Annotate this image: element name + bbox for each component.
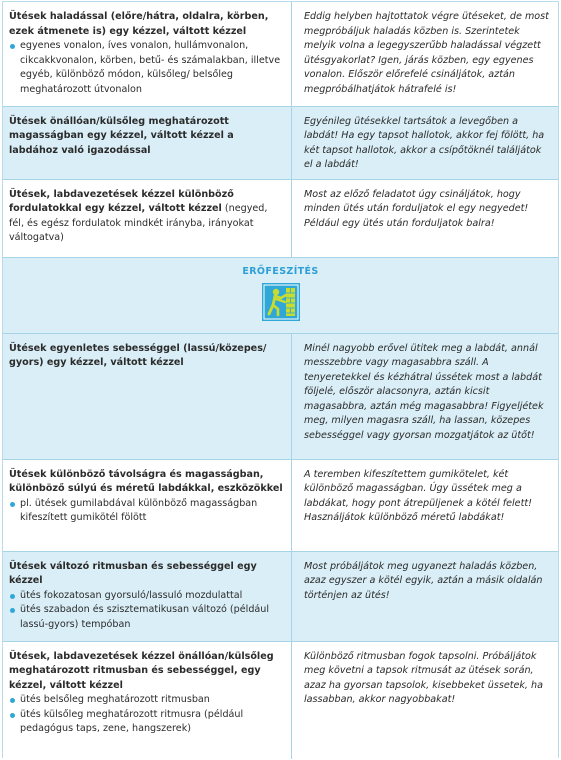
- table-row: [3, 551, 558, 641]
- exercise-title: Ütések önállóan/külsőleg meghatározott magasságban egy kézzel, váltott kézzel a labdához való igazodással: [9, 115, 234, 156]
- bullet-item: ütés fokozatosan gyorsuló/lassuló mozdulattal: [9, 589, 285, 604]
- exercise-cell: [3, 641, 292, 759]
- bullet-item: ütés belsőleg meghatározott ritmusban: [9, 693, 285, 708]
- exercise-title: Ütések haladással (előre/hátra, oldalra, körben, ezek átmenete is) egy kézzel, váltott kézzel: [9, 11, 269, 37]
- exercise-title: Ütések, labdavezetések kézzel különböző fordulatokkal egy kézzel, váltott kézzel: [9, 188, 234, 214]
- instruction-cell: Minél nagyobb erővel ütitek meg a labdát, annál messzebbre vagy magasabbra száll. A tenyeretekkel és kézhátral ússétek most a labdát följelé, először alacsonyra, aztán kicsit magasabbra, aztán még magasabbra! Figyeljétek meg, milyen magasra száll, ha lassan, közepes sebességgel vagy gyorsan mozgatjátok az ütőt!: [292, 333, 559, 459]
- bullet-item: ütés szabadon és szisztematikusan változó (például lassú-gyors) tempóban: [9, 603, 285, 632]
- effort-label: ERŐFESZÍTÉS: [242, 265, 319, 277]
- bullet-item: pl. ütések gumilabdával különböző magasságban kifeszített gumikötél fölött: [9, 497, 285, 526]
- exercise-bullets: [9, 39, 285, 97]
- exercise-bullets: [9, 693, 285, 737]
- exercise-cell: [3, 2, 292, 106]
- table-row: [3, 179, 558, 257]
- exercise-title-rest: (negyed, fél, és egész fordulatok mindkét irányba, irányokat váltogatva): [9, 203, 268, 243]
- exercise-title: Ütések különböző távolságra és magasságban, különböző súlyú és méretű labdákkal, eszközökkel: [9, 468, 283, 494]
- instruction-cell: Különböző ritmusban fogok tapsolni. Próbáljátok meg követni a tapsok ritmusát az ütések során, azaz ha gyorsan tapsolok, kisebbeket üssetek, ha lassabban, akkor nagyobbakat!: [292, 641, 559, 759]
- table-row: [3, 641, 558, 759]
- exercise-cell: [3, 459, 292, 551]
- instruction-cell: A teremben kifeszítettem gumikötelet, két különböző magasságban. Úgy üssétek meg a labdákat, hogy pont átrepüljenek a kötél felett! Használjátok különböző méretű labdákat!: [292, 459, 559, 551]
- exercise-table: [3, 2, 558, 759]
- instruction-cell: Egyénileg ütésekkel tartsátok a levegőben a labdát! Ha egy tapsot hallotok, akkor fej fölött, ha két tapsot hallotok, akkor a csípőtöknél találjátok el a labdát!: [292, 106, 559, 179]
- effort-banner: [3, 257, 558, 333]
- exercise-cell: [3, 551, 292, 641]
- exercise-title: Ütések, labdavezetések kézzel önállóan/külsőleg meghatározott ritmusban és sebességgel, egy kézzel, váltott kézzel: [9, 650, 274, 691]
- instruction-cell: Most az előző feladatot úgy csináljátok, hogy minden ütés után forduljatok el egy negyedet! Például egy ütés után forduljatok balra!: [292, 179, 559, 257]
- exercise-title: Ütések egyenletes sebességgel (lassú/közepes/ gyors) egy kézzel, váltott kézzel: [9, 342, 267, 368]
- person-pushing-wall-icon: [262, 283, 300, 321]
- effort-banner-row: [3, 257, 558, 333]
- exercise-bullets: [9, 497, 285, 526]
- table-row: [3, 333, 558, 459]
- exercise-cell: [3, 106, 292, 179]
- table-row: [3, 106, 558, 179]
- exercise-bullets: [9, 589, 285, 633]
- document-page: [2, 1, 559, 758]
- bullet-item: ütés külsőleg meghatározott ritmusra (például pedagógus taps, zene, hangszerek): [9, 708, 285, 737]
- exercise-cell: [3, 179, 292, 257]
- instruction-cell: Most próbáljátok meg ugyanezt haladás közben, azaz egyszer a kötél egyik, aztán a másik oldalán történjen az ütés!: [292, 551, 559, 641]
- table-row: [3, 459, 558, 551]
- instruction-cell: Eddig helyben hajtottatok végre ütéseket, de most megpróbáljuk haladás közben is. Szerintetek melyik volna a legegyszerűbb haladással végzett ütésgyakorlat? Igen, járás közben, egy egyenes vonalon. Először előrefelé csináljátok, aztán megpróbálhatjátok hátrafelé is!: [292, 2, 559, 106]
- exercise-cell: [3, 333, 292, 459]
- exercise-title: Ütések változó ritmusban és sebességgel egy kézzel: [9, 560, 257, 586]
- bullet-item: egyenes vonalon, íves vonalon, hullámvonalon, cikcakkvonalon, körben, betű- és számalakban, illetve egyéb, különböző módon, külsőleg/ belsőleg meghatározott útvonalon: [9, 39, 285, 97]
- table-row: [3, 2, 558, 106]
